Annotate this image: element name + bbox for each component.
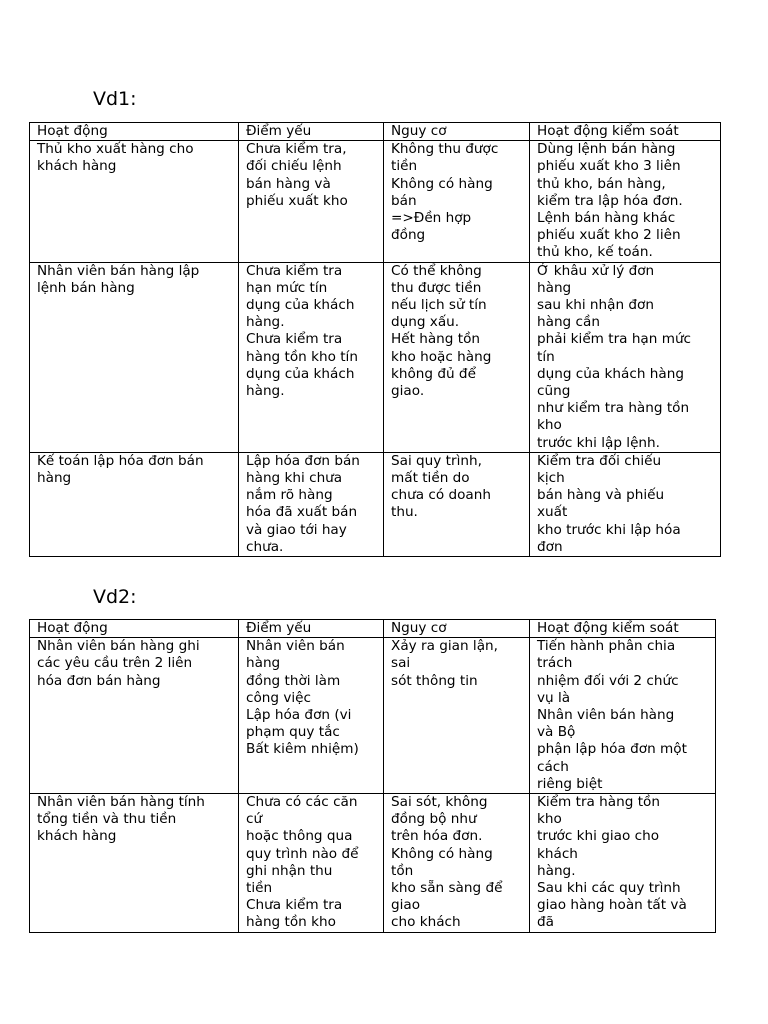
header-cell-activity: Hoạt động bbox=[30, 620, 239, 638]
control-table-vd1 bbox=[29, 122, 721, 557]
weakness-cell: Chưa kiểm tra, đối chiếu lệnh bán hàng và phiếu xuất kho bbox=[239, 141, 384, 262]
weakness-cell: Nhân viên bán hàng đồng thời làm công việc Lập hóa đơn (vi phạm quy tắc Bất kiêm nhiệm) bbox=[239, 638, 384, 794]
header-cell-weakness: Điểm yếu bbox=[239, 123, 384, 141]
table-row bbox=[30, 262, 721, 452]
risk-cell: Sai sót, không đồng bộ như trên hóa đơn. Không có hàng tồn kho sẵn sàng để giao cho khách bbox=[384, 794, 530, 933]
header-cell-control: Hoạt động kiểm soát bbox=[530, 123, 721, 141]
risk-cell: Không thu được tiền Không có hàng bán =>Đền hợp đồng bbox=[384, 141, 530, 262]
activity-cell: Thủ kho xuất hàng cho khách hàng bbox=[30, 141, 239, 262]
activity-cell: Kế toán lập hóa đơn bán hàng bbox=[30, 452, 239, 556]
header-cell-risk: Nguy cơ bbox=[384, 620, 530, 638]
header-cell-activity: Hoạt động bbox=[30, 123, 239, 141]
control-cell: Ở khâu xử lý đơn hàng sau khi nhận đơn hàng cần phải kiểm tra hạn mức tín dụng của khách hàng cũng như kiểm tra hàng tồn kho trước khi lập lệnh. bbox=[530, 262, 721, 452]
section-heading-vd1: Vd1: bbox=[93, 88, 137, 110]
section-heading-vd2: Vd2: bbox=[93, 586, 137, 608]
header-cell-risk: Nguy cơ bbox=[384, 123, 530, 141]
header-cell-weakness: Điểm yếu bbox=[239, 620, 384, 638]
activity-cell: Nhân viên bán hàng ghi các yêu cầu trên 2 liên hóa đơn bán hàng bbox=[30, 638, 239, 794]
control-cell: Kiểm tra đối chiếu kịch bán hàng và phiếu xuất kho trước khi lập hóa đơn bbox=[530, 452, 721, 556]
control-table-vd2 bbox=[29, 619, 716, 933]
table-header-row bbox=[30, 123, 721, 141]
table-row bbox=[30, 452, 721, 556]
risk-cell: Xảy ra gian lận, sai sót thông tin bbox=[384, 638, 530, 794]
risk-cell: Sai quy trình, mất tiền do chưa có doanh thu. bbox=[384, 452, 530, 556]
risk-cell: Có thể không thu được tiền nếu lịch sử tín dụng xấu. Hết hàng tồn kho hoặc hàng không đủ để giao. bbox=[384, 262, 530, 452]
table-header-row bbox=[30, 620, 716, 638]
weakness-cell: Lập hóa đơn bán hàng khi chưa nắm rõ hàng hóa đã xuất bán và giao tới hay chưa. bbox=[239, 452, 384, 556]
table-row bbox=[30, 794, 716, 933]
control-cell: Dùng lệnh bán hàng phiếu xuất kho 3 liên thủ kho, bán hàng, kiểm tra lập hóa đơn. Lệnh bán hàng khác phiếu xuất kho 2 liên thủ kho, kế toán. bbox=[530, 141, 721, 262]
weakness-cell: Chưa kiểm tra hạn mức tín dụng của khách hàng. Chưa kiểm tra hàng tồn kho tín dụng của khách hàng. bbox=[239, 262, 384, 452]
activity-cell: Nhân viên bán hàng lập lệnh bán hàng bbox=[30, 262, 239, 452]
control-cell: Tiến hành phân chia trách nhiệm đối với 2 chức vụ là Nhân viên bán hàng và Bộ phận lập hóa đơn một cách riêng biệt bbox=[530, 638, 716, 794]
table-row bbox=[30, 638, 716, 794]
header-cell-control: Hoạt động kiểm soát bbox=[530, 620, 716, 638]
weakness-cell: Chưa có các căn cứ hoặc thông qua quy trình nào để ghi nhận thu tiền Chưa kiểm tra hàng tồn kho bbox=[239, 794, 384, 933]
table-row bbox=[30, 141, 721, 262]
activity-cell: Nhân viên bán hàng tính tổng tiền và thu tiền khách hàng bbox=[30, 794, 239, 933]
control-cell: Kiểm tra hàng tồn kho trước khi giao cho khách hàng. Sau khi các quy trình giao hàng hoàn tất và đã bbox=[530, 794, 716, 933]
